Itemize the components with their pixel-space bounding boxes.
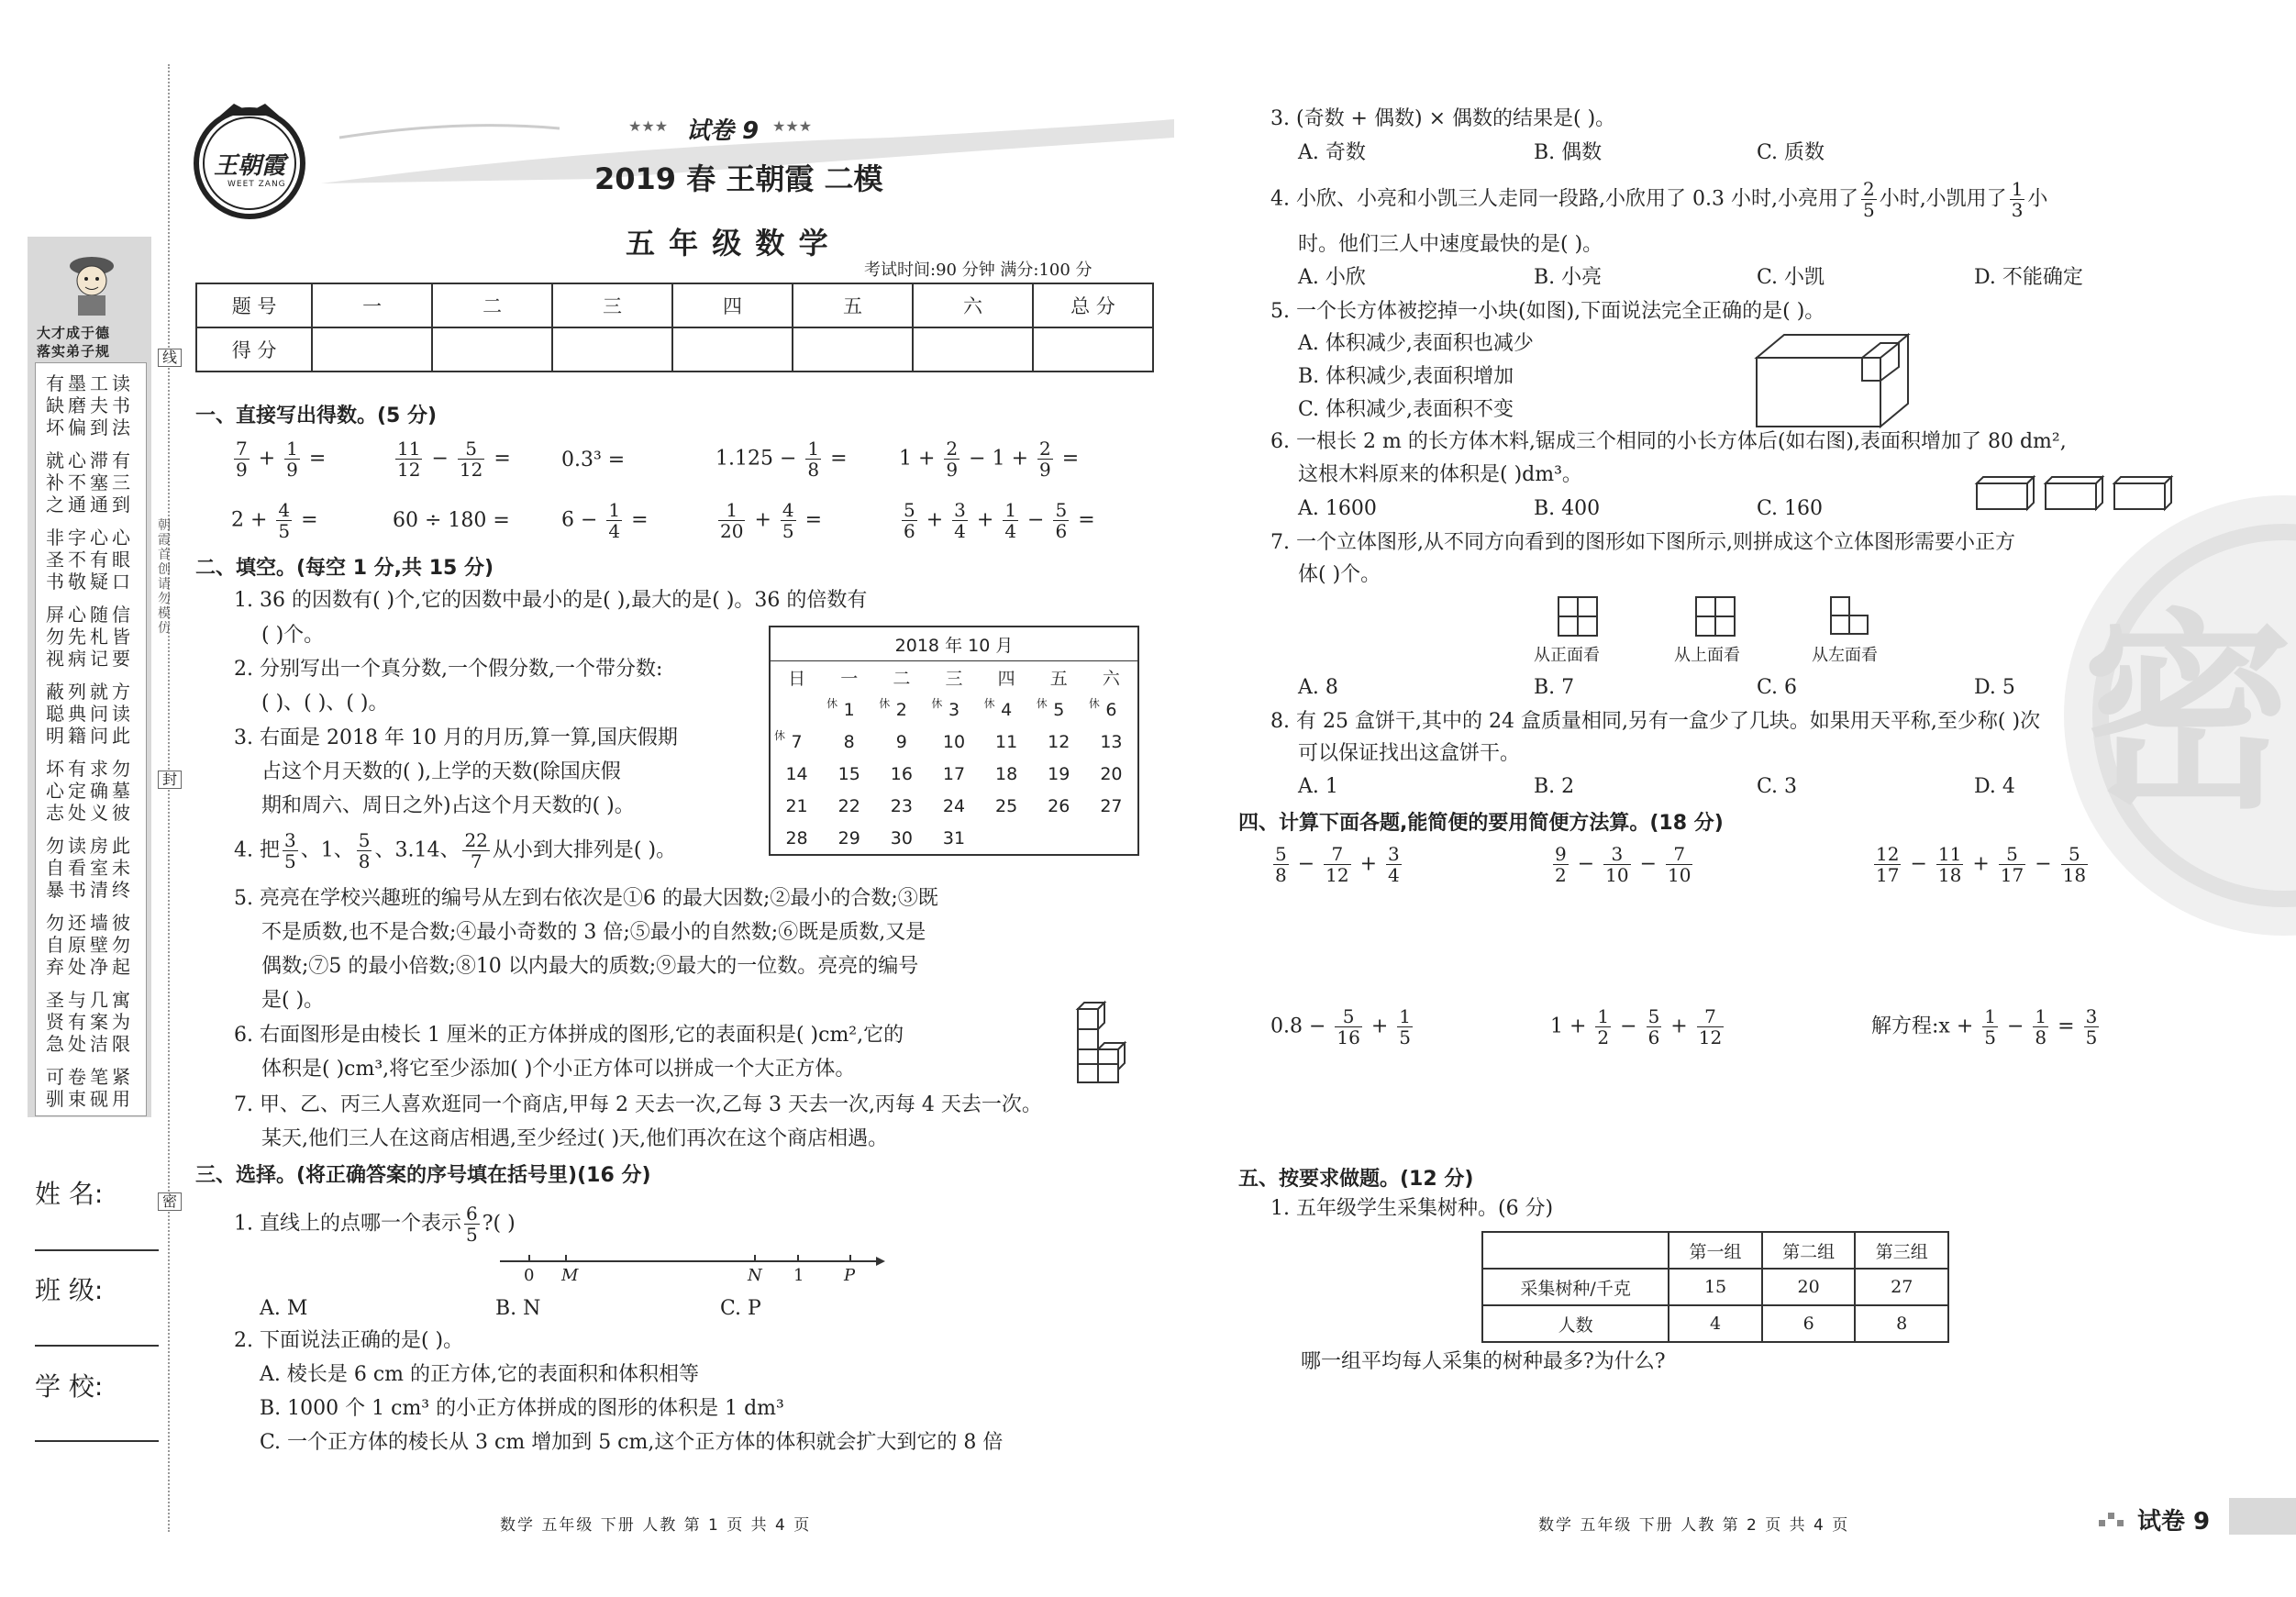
choice-q4: 4. 小欣、小亮和小凯三人走同一段路,小欣用了 0.3 小时,小亮用了 $\frac{2}{5}$ 小时,小凯用了 $\frac{1}{3}$ 小 (1270, 178, 2048, 221)
weekday: 五 (1049, 669, 1068, 689)
name-field[interactable] (35, 1249, 159, 1251)
day: 20 (1100, 763, 1123, 784)
score-input[interactable] (913, 327, 1033, 372)
section-1-title: 一、直接写出得数。(5 分) (195, 405, 438, 427)
front-view-grid (1558, 596, 1598, 637)
nl-label-n: N (748, 1266, 762, 1285)
section-3-title: 三、选择。(将正确答案的序号填在括号里)(16 分) (195, 1164, 651, 1187)
day: 6 (1105, 699, 1117, 720)
table-row (770, 758, 1138, 790)
school-label: 学 校: (35, 1371, 104, 1402)
choice-q8-a[interactable]: A. 1 (1298, 775, 1338, 798)
choice-q5-c[interactable]: C. 体积减少,表面积不变 (1298, 398, 1514, 421)
choice-q1-b[interactable]: B. N (495, 1297, 541, 1320)
choice-q7-b[interactable]: B. 7 (1534, 676, 1575, 699)
choice-q6-a[interactable]: A. 1600 (1298, 497, 1377, 520)
day: 10 (942, 731, 966, 752)
motto-line: 自看室未 (46, 857, 134, 879)
motto-line: 补不塞三 (46, 471, 134, 494)
day: 8 (843, 731, 855, 752)
choice-q7-cont: 体( )个。 (1298, 563, 1381, 586)
calc-1: $\frac{7}{9}$ + $\frac{1}{9}$ = (236, 438, 327, 481)
choice-q8-cont: 可以保证找出这盒饼干。 (1298, 742, 1521, 765)
day: 30 (890, 827, 913, 848)
vertical-note: 朝霞首创 请勿模仿 (158, 518, 171, 636)
day: 22 (837, 795, 860, 816)
calc-6: 2 + $\frac{4}{5}$ = (231, 499, 318, 542)
table-row (770, 726, 1138, 758)
table-row (770, 790, 1138, 822)
fill-q7-cont: 某天,他们三人在这商店相遇,至少经过( )天,他们再次在这个商店相遇。 (261, 1127, 889, 1150)
table-cell: 6 (1762, 1305, 1856, 1342)
weekday: 二 (893, 669, 911, 689)
mascot-icon (50, 246, 133, 319)
fill-q5-cont: 不是质数,也不是合数;④最小奇数的 3 倍;⑤最小的自然数;⑥既是质数,又是 (261, 921, 926, 944)
holiday-mark: 休 (826, 697, 838, 710)
motto-line: 有墨工读 (46, 372, 134, 394)
fill-q5-cont3: 是( )。 (261, 989, 325, 1012)
choice-q5-b[interactable]: B. 体积减少,表面积增加 (1298, 365, 1514, 388)
choice-q4-cont: 时。他们三人中速度最快的是( )。 (1298, 233, 1603, 256)
logo-text: 王朝霞 (214, 152, 286, 180)
table-cell: 15 (1669, 1269, 1762, 1305)
watermark-text: 密 (2082, 593, 2294, 837)
table-cell: 4 (1669, 1305, 1762, 1342)
holiday-mark: 休 (1036, 697, 1048, 710)
table-row (1482, 1269, 1948, 1305)
calc-8: 6 − $\frac{1}{4}$ = (561, 499, 649, 542)
choice-q3-a[interactable]: A. 奇数 (1298, 141, 1366, 164)
motto-line: 勿还墙彼 (46, 912, 134, 934)
motto-line: 心定确墓 (46, 780, 134, 802)
motto-line: 非字心心 (46, 527, 134, 549)
score-cell: 六 (913, 283, 1033, 327)
score-cell: 题 号 (196, 283, 312, 327)
section-4-title: 四、计算下面各题,能简便的要用简便方法算。(18 分) (1238, 812, 1724, 835)
choice-q6-b[interactable]: B. 400 (1534, 497, 1601, 520)
choice-q8-c[interactable]: C. 3 (1757, 775, 1798, 798)
score-input[interactable] (1033, 327, 1153, 372)
motto-line: 聪典问读 (46, 703, 134, 725)
choice-q6-c[interactable]: C. 160 (1757, 497, 1824, 520)
table-header: 第一组 (1669, 1232, 1762, 1269)
calc-9: $\frac{1}{20}$ + $\frac{4}{5}$ = (720, 499, 823, 542)
motto-line: 勿读房此 (46, 835, 134, 857)
choice-q2-b[interactable]: B. 1000 个 1 cm³ 的小正方体拼成的图形的体积是 1 dm³ (260, 1397, 784, 1420)
footer-left: 数学 五年级 下册 人教 第 1 页 共 4 页 (500, 1516, 812, 1535)
table-row (196, 327, 1153, 372)
motto-line: 坏偏到法 (46, 416, 134, 438)
nl-label-m: M (561, 1266, 579, 1285)
nl-label-0: 0 (524, 1266, 535, 1285)
table-cell: 8 (1855, 1305, 1948, 1342)
day: 25 (995, 795, 1018, 816)
badge-bar (2229, 1498, 2296, 1535)
calc-4: 1.125 − $\frac{1}{8}$ = (715, 438, 848, 481)
view-label-left: 从左面看 (1812, 646, 1878, 665)
choice-q4-b[interactable]: B. 小亮 (1534, 266, 1603, 289)
calc-expr-3: $\frac{12}{17}$ − $\frac{11}{18}$ + $\frac{5}{17}$ − $\frac{5}{18}$ (1876, 843, 2087, 886)
day: 14 (785, 763, 808, 784)
day: 9 (895, 731, 907, 752)
fill-q6-cont: 体积是( )cm³,将它至少添加( )个小正方体可以拼成一个大正方体。 (261, 1058, 856, 1081)
fill-q5: 5. 亮亮在学校兴趣班的编号从左到右依次是①6 的最大因数;②最小的合数;③既 (234, 887, 938, 910)
tree-seed-table (1481, 1231, 1949, 1343)
choice-q6-cont: 这根木料原来的体积是( )dm³。 (1298, 463, 1582, 486)
choice-q1-a[interactable]: A. M (260, 1297, 308, 1320)
choice-q1-c[interactable]: C. P (720, 1297, 761, 1320)
motto-line: 贤有案为 (46, 1011, 134, 1033)
school-field[interactable] (35, 1440, 159, 1442)
choice-q7-d[interactable]: D. 5 (1974, 676, 2015, 699)
motto-line: 蔽列就方 (46, 681, 134, 703)
day: 3 (948, 699, 960, 720)
paper-number: 试卷 9 (686, 117, 760, 145)
motto-line: 志处义彼 (46, 802, 134, 824)
choice-q1: 1. 直线上的点哪一个表示 $\frac{6}{5}$ ?( ) (234, 1203, 516, 1246)
calc-expr-4: 0.8 − $\frac{5}{16}$ + $\frac{1}{5}$ (1270, 1005, 1412, 1048)
left-view-grid (1830, 596, 1870, 637)
day: 18 (995, 763, 1018, 784)
fill-q2: 2. 分别写出一个真分数,一个假分数,一个带分数: (234, 658, 663, 681)
calc-expr-1: $\frac{5}{8}$ − $\frac{7}{12}$ + $\frac{3}{4}$ (1275, 843, 1400, 886)
choice-q2-a[interactable]: A. 棱长是 6 cm 的正方体,它的表面积和体积相等 (260, 1363, 700, 1386)
choice-q6: 6. 一根长 2 m 的长方体木料,锯成三个相同的小长方体后(如右图),表面积增加了 80 dm², (1270, 430, 2067, 453)
fill-q3-cont2: 期和周六、周日之外)占这个月天数的( )。 (261, 794, 635, 817)
table-row (770, 693, 1138, 726)
class-label: 班 级: (35, 1275, 104, 1305)
choice-q7-c[interactable]: C. 6 (1757, 676, 1798, 699)
table-row (770, 661, 1138, 694)
choice-q8-b[interactable]: B. 2 (1534, 775, 1575, 798)
table-row (1482, 1232, 1948, 1269)
choice-q2-c[interactable]: C. 一个正方体的棱长从 3 cm 增加到 5 cm,这个正方体的体积就会扩大到它的 8 倍 (260, 1431, 1004, 1454)
table-cell: 20 (1762, 1269, 1856, 1305)
motto-line: 弃处净起 (46, 956, 134, 978)
day: 17 (942, 763, 966, 784)
table-row (196, 283, 1153, 327)
table-row (1482, 1305, 1948, 1342)
day: 23 (890, 795, 913, 816)
view-label-front: 从正面看 (1534, 646, 1600, 665)
fill-q7: 7. 甲、乙、丙三人喜欢逛同一个商店,甲每 2 天去一次,乙每 3 天去一次,丙每 4 天去一次。 (234, 1093, 1042, 1116)
cube-stack-figure (1073, 1000, 1147, 1087)
motto-line: 自原壁勿 (46, 934, 134, 956)
score-input[interactable] (432, 327, 552, 372)
holiday-mark: 休 (879, 697, 891, 710)
section-5-title: 五、按要求做题。(12 分) (1238, 1168, 1474, 1191)
holiday-mark: 休 (931, 697, 943, 710)
choice-q4-d[interactable]: D. 不能确定 (1974, 266, 2083, 289)
day: 5 (1053, 699, 1065, 720)
motto-line: 驯束砚用 (46, 1088, 134, 1110)
sidebar-slogan-1: 大才成于德 (37, 325, 111, 341)
score-input[interactable] (672, 327, 793, 372)
weekday: 日 (788, 669, 806, 689)
class-field[interactable] (35, 1345, 159, 1347)
subject-title: 五 年 级 数 学 (626, 226, 830, 261)
choice-q3: 3. (奇数 + 偶数) × 偶数的结果是( )。 (1270, 107, 1616, 130)
seal-mark-seal: 封 (158, 771, 182, 789)
table-header (1482, 1232, 1669, 1269)
day: 7 (791, 731, 803, 752)
motto-line: 圣与几寓 (46, 989, 134, 1011)
day: 11 (995, 731, 1018, 752)
day: 2 (895, 699, 907, 720)
motto-line: 就心滞有 (46, 449, 134, 471)
day: 28 (785, 827, 808, 848)
weekday: 一 (840, 669, 859, 689)
time-info: 考试时间:90 分钟 满分:100 分 (864, 261, 1093, 280)
calc-expr-5: 1 + $\frac{1}{2}$ − $\frac{5}{6}$ + $\frac{7}{12}$ (1550, 1005, 1723, 1048)
calc-expr-2: $\frac{9}{2}$ − $\frac{3}{10}$ − $\frac{7}{10}$ (1555, 843, 1691, 886)
cuboid-figure (1752, 330, 1917, 431)
motto-line: 明籍问此 (46, 725, 134, 747)
score-input[interactable] (312, 327, 432, 372)
motto-line: 急处洁限 (46, 1033, 134, 1055)
motto-line: 坏有求勿 (46, 758, 134, 780)
score-cell: 三 (552, 283, 672, 327)
equation: 解方程:x + $\frac{1}{5}$ − $\frac{1}{8}$ = $\frac{3}{5}$ (1871, 1005, 2098, 1048)
score-label: 得 分 (196, 327, 312, 372)
task-q1: 1. 五年级学生采集树种。(6 分) (1270, 1197, 1554, 1220)
calc-3: 0.3³ = (561, 449, 626, 471)
day: 19 (1048, 763, 1070, 784)
fill-q5-cont2: 偶数;⑦5 的最小倍数;⑧10 以内最大的质数;⑨最大的一位数。亮亮的编号 (261, 955, 919, 978)
motto-line: 屏心随信 (46, 604, 134, 626)
day: 21 (785, 795, 808, 816)
fill-q4: 4. 把 $\frac{3}{5}$ 、1、 $\frac{5}{8}$ 、3.14、 $\frac{22}{7}$ 从小到大排列是( )。 (234, 829, 677, 872)
paper-badge: 试卷 9 (2137, 1508, 2211, 1536)
holiday-mark: 休 (774, 729, 786, 742)
day: 16 (890, 763, 913, 784)
stars-right-icon: ★★★ (772, 117, 813, 135)
calc-5: 1 + $\frac{2}{9}$ − 1 + $\frac{2}{9}$ = (899, 438, 1080, 481)
day: 24 (942, 795, 966, 816)
table-row (770, 822, 1138, 855)
top-view-grid (1695, 596, 1736, 637)
table-header: 第二组 (1762, 1232, 1856, 1269)
choice-q4-a[interactable]: A. 小欣 (1298, 266, 1366, 289)
seal-mark-secret: 密 (158, 1192, 182, 1211)
number-line (500, 1243, 885, 1289)
footer-right: 数学 五年级 下册 人教 第 2 页 共 4 页 (1538, 1516, 1850, 1535)
motto-line: 视病记要 (46, 648, 134, 670)
fill-q2-cont: ( )、( )、( )。 (261, 692, 389, 715)
fill-q3: 3. 右面是 2018 年 10 月的月历,算一算,国庆假期 (234, 726, 678, 749)
score-cell: 四 (672, 283, 793, 327)
score-cell: 总 分 (1033, 283, 1153, 327)
day: 15 (837, 763, 860, 784)
fill-q1-cont: ( )个。 (261, 624, 325, 647)
calc-7: 60 ÷ 180 = (393, 509, 510, 532)
score-table (195, 283, 1154, 372)
choice-q3-b[interactable]: B. 偶数 (1534, 141, 1603, 164)
day: 13 (1100, 731, 1123, 752)
weekday: 六 (1102, 669, 1120, 689)
choice-q5: 5. 一个长方体被挖掉一小块(如图),下面说法完全正确的是( )。 (1270, 300, 1825, 323)
name-label: 姓 名: (35, 1179, 104, 1209)
day: 12 (1048, 731, 1070, 752)
table-cell: 27 (1855, 1269, 1948, 1305)
choice-q7: 7. 一个立体图形,从不同方向看到的图形如下图所示,则拼成这个立体图形需要小正方 (1270, 531, 2015, 554)
task-q1-question: 哪一组平均每人采集的树种最多?为什么? (1301, 1350, 1666, 1373)
holiday-mark: 休 (983, 697, 995, 710)
motto-line: 书敬疑口 (46, 571, 134, 593)
score-cell: 五 (793, 283, 913, 327)
calendar-caption: 2018 年 10 月 (770, 627, 1138, 661)
stars-left-icon: ★★★ (628, 117, 669, 135)
view-label-top: 从上面看 (1674, 646, 1740, 665)
weekday: 三 (945, 669, 963, 689)
choice-q7-a[interactable]: A. 8 (1298, 676, 1338, 699)
nl-label-1: 1 (793, 1266, 804, 1285)
choice-q3-c[interactable]: C. 质数 (1757, 141, 1825, 164)
choice-q4-c[interactable]: C. 小凯 (1757, 266, 1825, 289)
calc-10: $\frac{5}{6}$ + $\frac{3}{4}$ + $\frac{1}{4}$ − $\frac{5}{6}$ = (904, 499, 1095, 542)
choice-q8: 8. 有 25 盒饼干,其中的 24 盒质量相同,另有一盒少了几块。如果用天平称,至少称( )次 (1270, 710, 2041, 733)
motto-line: 勿先札皆 (46, 626, 134, 648)
day: 27 (1100, 795, 1123, 816)
seal-mark-line: 线 (158, 349, 182, 367)
three-blocks-figure (1972, 472, 2192, 514)
nl-label-p: P (844, 1266, 856, 1285)
motto-line: 圣不有眼 (46, 549, 134, 571)
table-cell: 人数 (1482, 1305, 1669, 1342)
motto-line: 暴书清终 (46, 879, 134, 901)
choice-q8-d[interactable]: D. 4 (1974, 775, 2015, 798)
score-input[interactable] (552, 327, 672, 372)
main-title: 2019 春 王朝霞 二模 (594, 161, 883, 196)
fill-q1: 1. 36 的因数有( )个,它的因数中最小的是( ),最大的是( )。36 的倍数有 (234, 589, 868, 612)
day: 31 (942, 827, 966, 848)
day: 1 (843, 699, 855, 720)
motto-line: 缺磨夫书 (46, 394, 134, 416)
score-cell: 二 (432, 283, 552, 327)
day: 26 (1048, 795, 1070, 816)
sidebar-slogan-2: 落实弟子规 (37, 343, 111, 360)
holiday-mark: 休 (1088, 697, 1100, 710)
logo-subtext: WEET ZANG (227, 180, 286, 189)
motto-box (35, 362, 147, 1116)
section-2-title: 二、填空。(每空 1 分,共 15 分) (195, 557, 494, 580)
day: 29 (837, 827, 860, 848)
choice-q5-a[interactable]: A. 体积减少,表面积也减少 (1298, 332, 1534, 355)
badge-decor-icon (2099, 1509, 2131, 1529)
binding-dashed-line (168, 64, 170, 1532)
score-cell: 一 (312, 283, 432, 327)
calc-2: $\frac{11}{12}$ − $\frac{5}{12}$ = (397, 438, 511, 481)
choice-q2: 2. 下面说法正确的是( )。 (234, 1329, 464, 1352)
motto-line: 之通通到 (46, 494, 134, 516)
motto-line: 可卷笔紧 (46, 1066, 134, 1088)
calendar-table (769, 626, 1139, 856)
table-cell: 采集树种/千克 (1482, 1269, 1669, 1305)
score-input[interactable] (793, 327, 913, 372)
day: 4 (1001, 699, 1013, 720)
fill-q6: 6. 右面图形是由棱长 1 厘米的正方体拼成的图形,它的表面积是( )cm²,它的 (234, 1024, 904, 1047)
fill-q3-cont: 占这个月天数的( ),上学的天数(除国庆假 (261, 760, 621, 783)
weekday: 四 (997, 669, 1015, 689)
table-header: 第三组 (1855, 1232, 1948, 1269)
